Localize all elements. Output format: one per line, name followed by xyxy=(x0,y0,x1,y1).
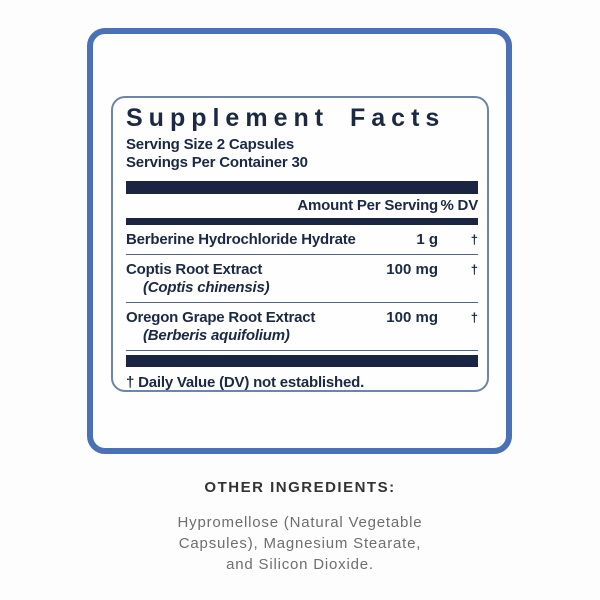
ingredient-amount: 1 g xyxy=(416,231,438,248)
ingredient-latin-name: (Coptis chinensis) xyxy=(143,279,270,296)
ingredient-dv-dagger: † xyxy=(470,310,478,325)
ingredient-amount: 100 mg xyxy=(386,309,438,326)
ingredient-latin-name: (Berberis aquifolium) xyxy=(143,327,290,344)
ingredient-name-block xyxy=(126,231,378,249)
daily-value-footnote: † Daily Value (DV) not established. xyxy=(126,374,365,391)
serving-size: Serving Size 2 Capsules xyxy=(126,136,294,153)
column-header-amount: Amount Per Serving xyxy=(297,197,438,214)
other-ingredients-line: and Silicon Dioxide. xyxy=(226,556,374,573)
panel-title: Supplement Facts xyxy=(126,104,446,132)
separator-bar-bottom xyxy=(126,355,478,367)
other-ingredients-line: Hypromellose (Natural Vegetable xyxy=(177,514,423,531)
separator-bar-top xyxy=(126,181,478,194)
separator-bar-header xyxy=(126,218,478,225)
table-row-berberine xyxy=(126,225,478,255)
table-row-oregon-grape xyxy=(126,303,478,351)
supplement-facts-panel xyxy=(111,96,489,392)
table-row-coptis xyxy=(126,255,478,303)
other-ingredients-heading: OTHER INGREDIENTS: xyxy=(204,479,396,496)
ingredient-dv-dagger: † xyxy=(470,232,478,247)
column-header-dv: % DV xyxy=(440,197,478,214)
other-ingredients-text xyxy=(0,512,600,575)
ingredient-amount: 100 mg xyxy=(386,261,438,278)
ingredient-dv-dagger: † xyxy=(470,262,478,277)
ingredient-name: Coptis Root Extract xyxy=(126,261,263,278)
ingredient-name-block xyxy=(126,309,378,345)
ingredient-name-block xyxy=(126,261,378,297)
servings-per-container: Servings Per Container 30 xyxy=(126,154,308,171)
other-ingredients-line: Capsules), Magnesium Stearate, xyxy=(178,535,422,552)
ingredient-name: Berberine Hydrochloride Hydrate xyxy=(126,231,356,248)
ingredient-name: Oregon Grape Root Extract xyxy=(126,309,316,326)
column-header-row xyxy=(126,194,478,218)
